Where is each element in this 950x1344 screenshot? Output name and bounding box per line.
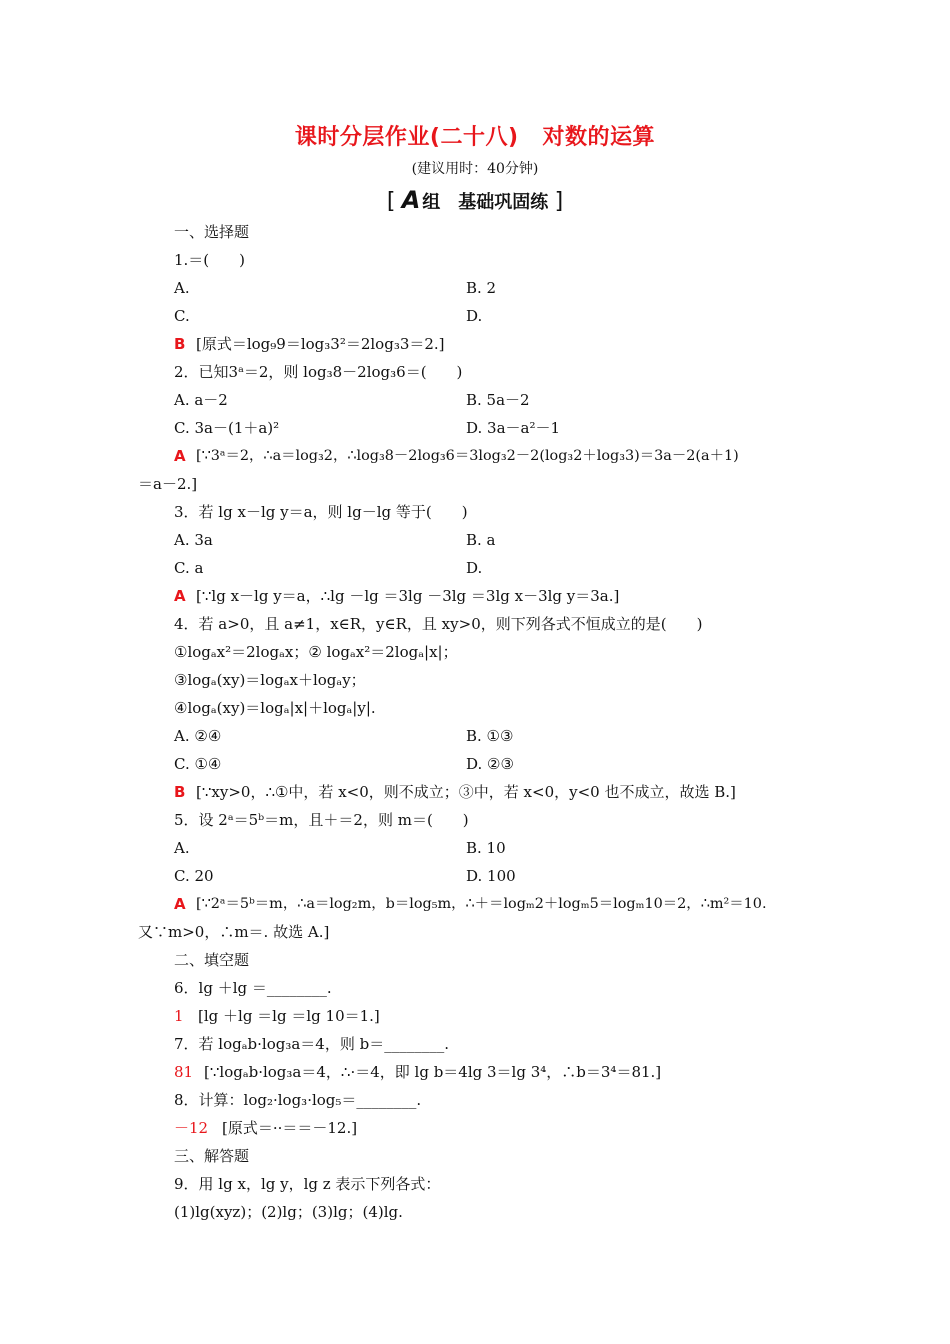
answer-explanation: [∵2ᵃ＝5ᵇ＝m，∴a＝log₂m，b＝log₅m，∴＋＝logₘ2＋logₘ5＝logₘ10＝2，∴m²＝10. bbox=[196, 896, 767, 912]
page-title: 课时分层作业(二十八) 对数的运算 bbox=[294, 125, 656, 150]
question-text: 3．若 lg x－lg y＝a，则 lg－lg 等于( ) bbox=[174, 503, 468, 521]
answer-letter: A bbox=[174, 587, 186, 605]
group-label: 组 基础巩固练 bbox=[422, 192, 549, 213]
section-heading: 三、解答题 bbox=[174, 1147, 250, 1165]
question-text: 1.＝( ) bbox=[174, 251, 246, 269]
statement-line: ①logₐx²＝2logₐx；② logₐx²＝2logₐ|x|； bbox=[174, 643, 458, 661]
option-c: C. 3a－(1＋a)² bbox=[174, 419, 280, 437]
option-c: C. 20 bbox=[174, 867, 214, 885]
question-subparts: (1)lg(xyz)；(2)lg；(3)lg；(4)lg. bbox=[174, 1203, 403, 1221]
answer-letter: B bbox=[174, 783, 186, 801]
question-text: 2．已知3ᵃ＝2，则 log₃8－2log₃6＝( ) bbox=[174, 363, 463, 381]
option-b: B. 10 bbox=[466, 839, 506, 857]
question-text: 4．若 a>0，且 a≠1，x∈R，y∈R，且 xy>0，则下列各式不恒成立的是( ) bbox=[174, 615, 703, 633]
question-text: 6．lg ＋lg ＝________. bbox=[174, 979, 332, 997]
option-a: A. bbox=[174, 839, 190, 857]
answer-explanation: [lg ＋lg ＝lg ＝lg 10＝1.] bbox=[198, 1007, 380, 1025]
question-text: 8．计算：log₂·log₃·log₅＝________. bbox=[174, 1091, 422, 1109]
option-b: B. ①③ bbox=[466, 727, 514, 745]
question-text: 5．设 2ᵃ＝5ᵇ＝m，且＋＝2，则 m＝( ) bbox=[174, 811, 469, 829]
section-heading: 一、选择题 bbox=[174, 223, 250, 241]
answer-letter: B bbox=[174, 335, 186, 353]
time-note: (建议用时：40分钟) bbox=[411, 161, 539, 177]
group-letter: A bbox=[401, 186, 421, 214]
section-heading: 二、填空题 bbox=[174, 951, 250, 969]
answer-explanation: [原式＝··＝＝－12.] bbox=[222, 1119, 358, 1137]
option-d: D. 100 bbox=[466, 867, 516, 885]
answer-value: －12 bbox=[174, 1119, 209, 1137]
answer-explanation-cont: 又∵m>0，∴m＝. 故选 A.] bbox=[138, 923, 330, 941]
answer-explanation: [原式＝log₉9＝log₃3²＝2log₃3＝2.] bbox=[196, 335, 445, 353]
option-d: D. 3a－a²－1 bbox=[466, 419, 561, 437]
option-c: C. ①④ bbox=[174, 755, 222, 773]
answer-value: 1 bbox=[174, 1007, 184, 1025]
option-d: D. bbox=[466, 307, 483, 325]
answer-explanation-cont: ＝a－2.] bbox=[138, 475, 198, 493]
option-b: B. 2 bbox=[466, 279, 497, 297]
option-a: A. a－2 bbox=[174, 391, 228, 409]
option-b: B. a bbox=[466, 531, 496, 549]
answer-explanation: [∵3ᵃ＝2，∴a＝log₃2，∴log₃8－2log₃6＝3log₃2－2(log₃2＋log₃3)＝3a－2(a＋1) bbox=[196, 448, 739, 464]
question-text: 7．若 logₐb·log₃a＝4，则 b＝________. bbox=[174, 1035, 449, 1053]
option-b: B. 5a－2 bbox=[466, 391, 530, 409]
group-heading: [ A 组 基础巩固练 ] bbox=[386, 186, 564, 214]
question-text: 9．用 lg x，lg y，lg z 表示下列各式： bbox=[174, 1175, 441, 1193]
answer-letter: A bbox=[174, 895, 186, 913]
answer-explanation: [∵logₐb·log₃a＝4，∴·＝4，即 lg b＝4lg 3＝lg 3⁴，∴b＝3⁴＝81.] bbox=[204, 1063, 662, 1081]
answer-value: 81 bbox=[174, 1063, 194, 1081]
option-a: A. ②④ bbox=[174, 727, 222, 745]
statement-line: ③logₐ(xy)＝logₐx＋logₐy； bbox=[174, 671, 366, 689]
option-c: C. a bbox=[174, 559, 204, 577]
statement-line: ④logₐ(xy)＝logₐ|x|＋logₐ|y|. bbox=[174, 699, 376, 717]
option-a: A. 3a bbox=[174, 531, 213, 549]
answer-letter: A bbox=[174, 447, 186, 465]
option-d: D. ②③ bbox=[466, 755, 514, 773]
answer-explanation: [∵lg x－lg y＝a，∴lg －lg ＝3lg －3lg ＝3lg x－3lg y＝3a.] bbox=[196, 587, 620, 605]
option-d: D. bbox=[466, 559, 483, 577]
option-a: A. bbox=[174, 279, 190, 297]
option-c: C. bbox=[174, 307, 190, 325]
answer-explanation: [∵xy>0，∴①中，若 x<0，则不成立；③中，若 x<0，y<0 也不成立，故选 B.] bbox=[196, 783, 736, 801]
